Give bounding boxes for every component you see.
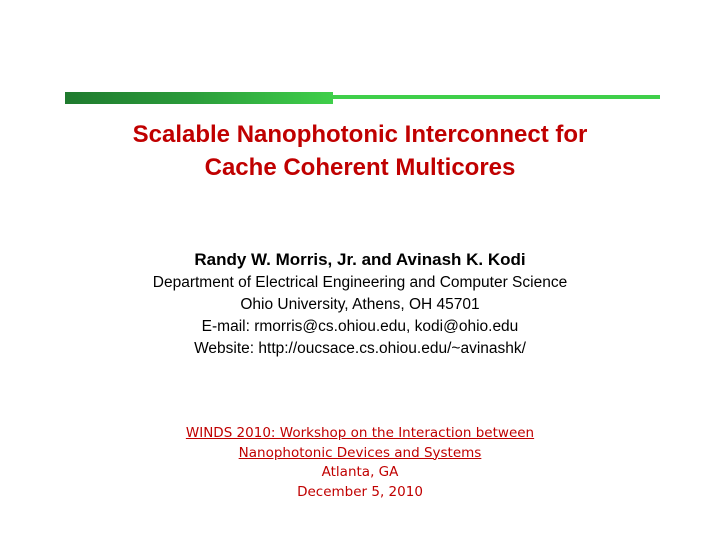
- title-line-1: Scalable Nanophotonic Interconnect for: [132, 121, 588, 148]
- department: Department of Electrical Engineering and Computer Science: [152, 274, 568, 291]
- header-rule-line: [333, 95, 660, 99]
- website-line: Website: http://oucsace.cs.ohiou.edu/~avinashk/: [194, 340, 526, 357]
- slide-title: [0, 118, 720, 184]
- author-block: [0, 248, 720, 360]
- workshop-link-line-1[interactable]: WINDS 2010: Workshop on the Interaction between: [185, 425, 535, 441]
- venue-date: December 5, 2010: [297, 483, 423, 500]
- workshop-link-line-2[interactable]: Nanophotonic Devices and Systems: [238, 444, 482, 461]
- author-names: Randy W. Morris, Jr. and Avinash K. Kodi: [194, 250, 526, 269]
- header-rule-bar: [65, 92, 333, 104]
- email-line: E-mail: rmorris@cs.ohiou.edu, kodi@ohio.edu: [201, 318, 519, 335]
- venue-location: Atlanta, GA: [321, 464, 399, 480]
- title-line-2: Cache Coherent Multicores: [204, 154, 516, 181]
- university: Ohio University, Athens, OH 45701: [240, 296, 480, 313]
- venue-block: [0, 424, 720, 502]
